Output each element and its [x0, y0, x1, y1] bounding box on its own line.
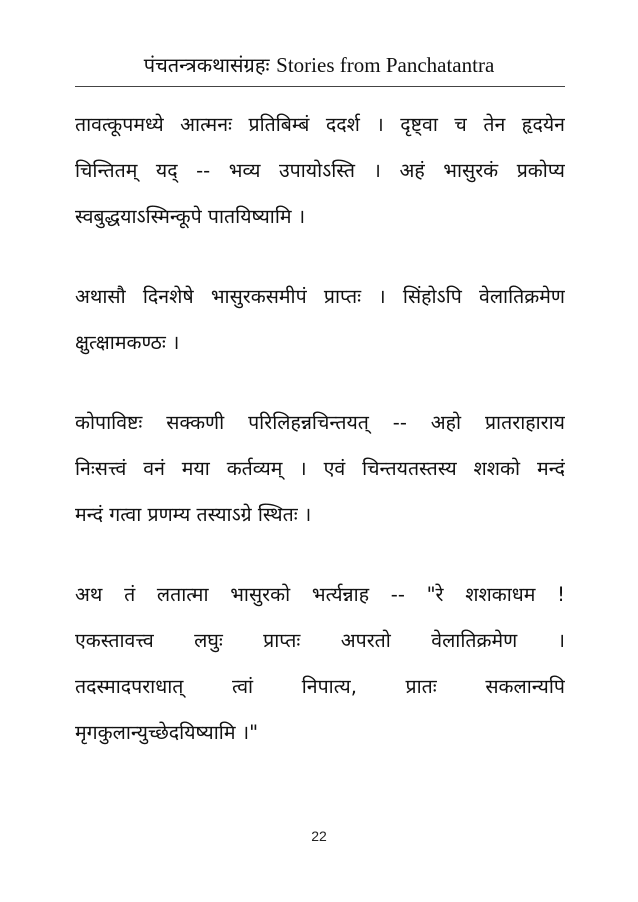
text-line: एकस्तावत्त्व लघुः प्राप्तः अपरतो वेलातिक्रमेण । [75, 629, 565, 652]
text-line: तदस्मादपराधात् त्वां निपात्य, प्रातः सकलान्यपि [75, 675, 565, 698]
paragraph-4 [75, 572, 565, 756]
header-english-title: Stories from Panchatantra [276, 53, 495, 77]
page-header [0, 50, 638, 80]
header-divider [75, 86, 565, 87]
text-line: मन्दं गत्वा प्रणम्य तस्याऽग्रे स्थितः । [75, 503, 312, 526]
page-number: 22 [311, 828, 327, 844]
text-line: अथ तं लतात्मा भासुरको भर्त्यन्नाह -- "रे शशकाधम ! [75, 583, 565, 606]
text-line: कोपाविष्टः सक्कणी परिलिहन्नचिन्तयत् -- अहो प्रातराहाराय [75, 411, 565, 434]
text-line: तावत्कूपमध्ये आत्मनः प्रतिबिम्बं ददर्श । दृष्ट्वा च तेन हृदयेन [75, 113, 565, 136]
paragraph-3 [75, 400, 565, 538]
story-text [75, 102, 565, 790]
header-sanskrit-title: पंचतन्त्रकथासंग्रहः [143, 53, 270, 77]
text-line: निःसत्त्वं वनं मया कर्तव्यम् । एवं चिन्तयतस्तस्य शशको मन्दं [75, 457, 565, 480]
text-line: क्षुत्क्षामकण्ठः । [75, 331, 180, 354]
text-line: स्वबुद्धयाऽस्मिन्कूपे पातयिष्यामि । [75, 205, 306, 228]
paragraph-2 [75, 274, 565, 366]
text-line: मृगकुलान्युच्छेदयिष्यामि ।" [75, 721, 259, 744]
text-line: अथासौ दिनशेषे भासुरकसमीपं प्राप्तः । सिंहोऽपि वेलातिक्रमेण [75, 285, 565, 308]
paragraph-1 [75, 102, 565, 240]
text-line: चिन्तितम् यद् -- भव्य उपायोऽस्ति । अहं भासुरकं प्रकोप्य [75, 159, 565, 182]
